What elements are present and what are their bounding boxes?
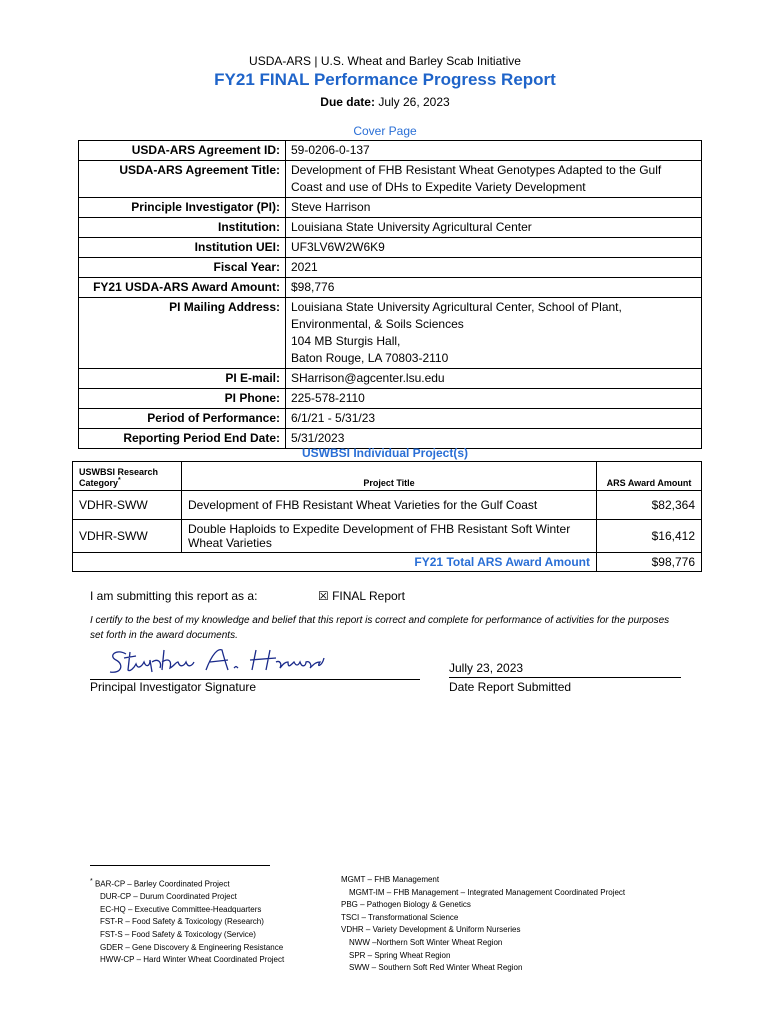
cover-field-value: [286, 298, 702, 369]
footnote-item: MGMT-IM – FHB Management – Integrated Management Coordinated Project: [349, 887, 626, 897]
report-title: FY21 FINAL Performance Progress Report: [214, 70, 556, 89]
cover-field-label: Institution UEI:: [79, 238, 286, 258]
footnote-item: MGMT – FHB Management: [341, 875, 440, 884]
submission-label: I am submitting this report as a:: [90, 589, 258, 603]
cover-field-value: [286, 278, 702, 298]
project-row: [73, 491, 702, 520]
cover-field-value: [286, 141, 702, 161]
cover-value-line: 225-578-2110: [291, 391, 365, 405]
cover-row: [79, 238, 702, 258]
cover-value-line: Louisiana State University Agricultural Center, School of Plant,: [291, 300, 622, 314]
due-date: [0, 95, 770, 109]
cover-row: [79, 161, 702, 198]
footnote-marker: *: [90, 878, 93, 885]
certification-statement: I certify to the best of my knowledge and belief that this report is correct and complete for performance of activities for the purposes set forth in the award documents.: [90, 615, 670, 641]
total-label: FY21 Total ARS Award Amount: [182, 553, 597, 572]
projects-label: USWBSI Individual Project(s): [301, 446, 469, 460]
total-blank-cell: [73, 553, 182, 572]
cover-field-value: [286, 369, 702, 389]
cover-field-value: [286, 409, 702, 429]
footnote-item: DUR-CP – Durum Coordinated Project: [100, 892, 237, 902]
category-header: [73, 462, 182, 491]
total-amount: $98,776: [597, 553, 702, 572]
cover-field-label: Fiscal Year:: [79, 258, 286, 278]
footnotes-right: [341, 874, 625, 975]
cover-table: [78, 140, 702, 449]
date-line: [449, 677, 681, 678]
footnote-item: SWW – Southern Soft Red Winter Wheat Region: [349, 963, 523, 973]
cover-field-value: [286, 198, 702, 218]
cover-value-line: 6/1/21 - 5/31/23: [291, 411, 376, 425]
footnote-item: NWW –Northern Soft Winter Wheat Region: [349, 937, 503, 947]
due-date-value: July 26, 2023: [378, 95, 450, 109]
total-row: [73, 553, 702, 572]
pi-signature: [106, 644, 326, 680]
cover-field-label: USDA-ARS Agreement Title:: [79, 161, 286, 198]
footnotes-left: [90, 876, 284, 967]
cover-row: [79, 409, 702, 429]
program-name: USDA-ARS | U.S. Wheat and Barley Scab Initiative: [249, 54, 521, 68]
cover-value-line: UF3LV6W2W6K9: [291, 240, 385, 254]
cover-row: [79, 278, 702, 298]
cover-row: [79, 218, 702, 238]
category-footnote-marker: *: [118, 477, 121, 484]
date-submitted-value: Jully 23, 2023: [449, 661, 524, 675]
project-category: VDHR-SWW: [73, 520, 182, 553]
footnote-item: EC-HQ – Executive Committee-Headquarters: [100, 904, 262, 914]
footnote-item: HWW-CP – Hard Winter Wheat Coordinated Project: [100, 955, 285, 965]
date-submitted-label: Date Report Submitted: [449, 680, 572, 694]
due-date-label: Due date:: [320, 95, 375, 109]
project-amount: $16,412: [597, 520, 702, 553]
projects-table: [72, 461, 702, 572]
cover-value-line: Louisiana State University Agricultural Center: [291, 220, 532, 234]
footnote-item: VDHR – Variety Development & Uniform Nurseries: [341, 925, 521, 935]
cover-field-label: USDA-ARS Agreement ID:: [79, 141, 286, 161]
cover-value-line: $98,776: [291, 280, 335, 294]
cover-field-value: [286, 218, 702, 238]
cover-value-line: SHarrison@agcenter.lsu.edu: [291, 371, 445, 385]
footnote-item: FST-S – Food Safety & Toxicology (Service): [100, 930, 256, 940]
project-title: Development of FHB Resistant Wheat Varieties for the Gulf Coast: [182, 491, 597, 520]
award-amount-header: ARS Award Amount: [597, 462, 702, 491]
cover-field-value: [286, 258, 702, 278]
cover-field-label: Period of Performance:: [79, 409, 286, 429]
cover-value-line: Steve Harrison: [291, 200, 371, 214]
cover-row: [79, 298, 702, 369]
cover-value-line: Development of FHB Resistant Wheat Genotypes Adapted to the Gulf: [291, 163, 662, 177]
cover-page-label: Cover Page: [353, 124, 417, 138]
cover-row: [79, 258, 702, 278]
footnote-item: SPR – Spring Wheat Region: [349, 950, 451, 960]
cover-field-value: [286, 238, 702, 258]
footnote-item: FST-R – Food Safety & Toxicology (Research): [100, 917, 264, 927]
cover-row: [79, 198, 702, 218]
project-title-header: Project Title: [182, 462, 597, 491]
cover-row: [79, 389, 702, 409]
category-header-text: USWBSI Research Category: [79, 467, 159, 488]
project-title: Double Haploids to Expedite Development of FHB Resistant Soft Winter Wheat Varieties: [182, 520, 597, 553]
cover-value-line: 5/31/2023: [291, 431, 345, 445]
cover-field-label: PI Mailing Address:: [79, 298, 286, 369]
cover-field-label: Reporting Period End Date:: [79, 429, 286, 449]
cover-field-label: PI Phone:: [79, 389, 286, 409]
signature-label: Principal Investigator Signature: [90, 680, 257, 694]
final-report-checkbox[interactable]: ☒ FINAL Report: [318, 589, 406, 603]
cover-value-line: 2021: [291, 260, 318, 274]
project-category: VDHR-SWW: [73, 491, 182, 520]
cover-field-label: Principle Investigator (PI):: [79, 198, 286, 218]
cover-field-label: PI E-mail:: [79, 369, 286, 389]
projects-header-row: [73, 462, 702, 491]
cover-value-line: 104 MB Sturgis Hall,: [291, 334, 401, 348]
cover-field-label: Institution:: [79, 218, 286, 238]
footnote-rule: [90, 865, 270, 866]
cover-field-value: [286, 161, 702, 198]
cover-row: [79, 141, 702, 161]
footnote-item: GDER – Gene Discovery & Engineering Resistance: [100, 942, 284, 952]
cover-field-label: FY21 USDA-ARS Award Amount:: [79, 278, 286, 298]
cover-value-line: Coast and use of DHs to Expedite Variety Development: [291, 180, 586, 194]
footnote-item: PBG – Pathogen Biology & Genetics: [341, 900, 471, 910]
footnote-item: TSCI – Transformational Science: [341, 912, 459, 922]
cover-field-value: [286, 389, 702, 409]
cover-row: [79, 369, 702, 389]
cover-value-line: 59-0206-0-137: [291, 143, 370, 157]
project-amount: $82,364: [597, 491, 702, 520]
cover-value-line: Environmental, & Soils Sciences: [291, 317, 464, 331]
footnote-item: * BAR-CP – Barley Coordinated Project: [90, 878, 230, 889]
cover-value-line: Baton Rouge, LA 70803-2110: [291, 351, 449, 365]
project-row: [73, 520, 702, 553]
